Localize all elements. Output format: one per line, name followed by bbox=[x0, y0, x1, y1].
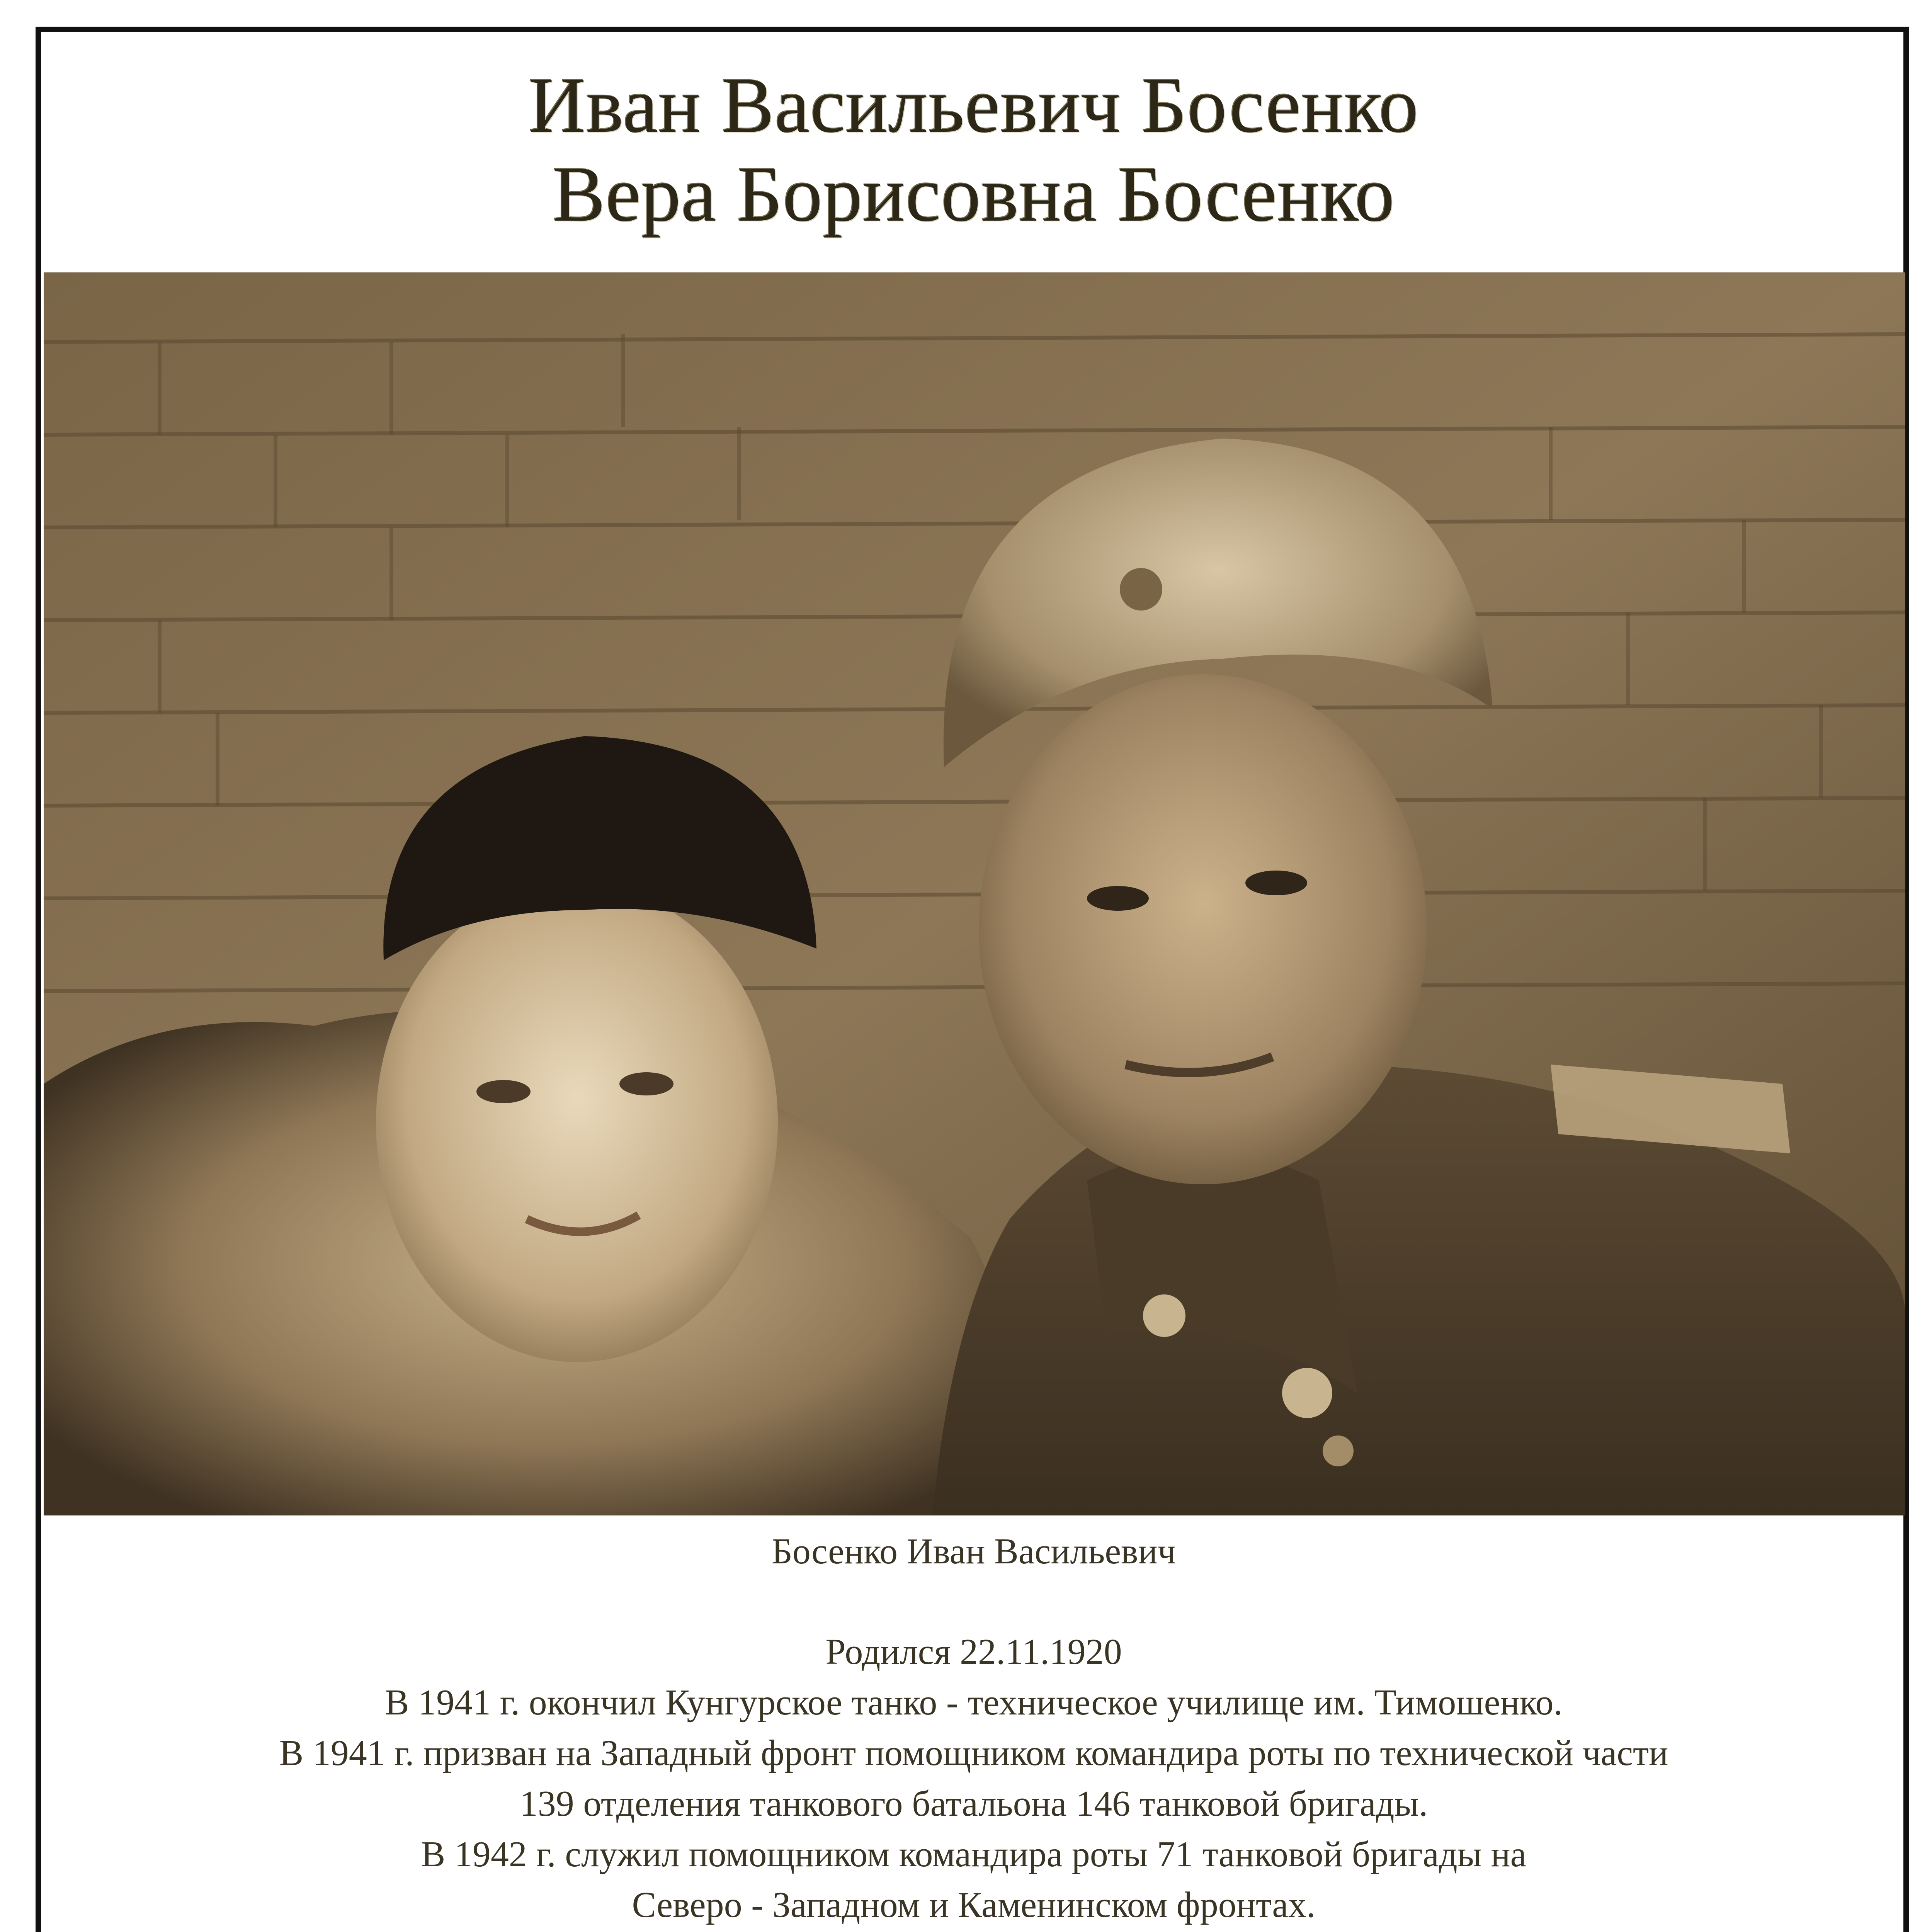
page-title-name-1: Иван Васильевич Босенко bbox=[528, 61, 1419, 149]
bio-line: Северо - Западном и Каменинском фронтах. bbox=[632, 1885, 1316, 1925]
biography-text bbox=[0, 1627, 1932, 1932]
photo-illustration bbox=[44, 272, 1905, 1515]
bio-line bbox=[0, 1930, 1932, 1932]
page-title-name-2: Вера Борисовна Босенко bbox=[552, 150, 1395, 238]
bio-line: В 1941 г. призван на Западный фронт помощником командира роты по технической части bbox=[279, 1733, 1668, 1773]
bio-line: В 1941 г. окончил Кунгурское танко - техническое училище им. Тимошенко. bbox=[384, 1682, 1563, 1723]
bio-line: Родился 22.11.1920 bbox=[825, 1632, 1122, 1672]
bio-line: 139 отделения танкового батальона 146 танковой бригады. bbox=[519, 1784, 1428, 1824]
bio-line: В 1942 г. служил помощником командира роты 71 танковой бригады на bbox=[421, 1834, 1527, 1874]
portrait-photo bbox=[44, 272, 1905, 1515]
photo-caption: Босенко Иван Васильевич bbox=[771, 1531, 1176, 1571]
